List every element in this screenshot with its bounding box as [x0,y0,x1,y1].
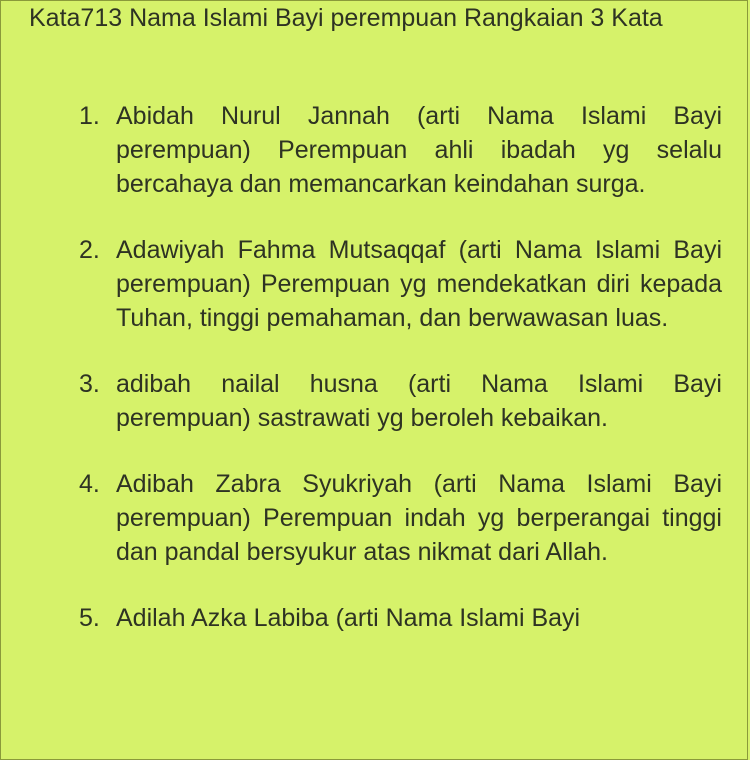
list-item-text: Adawiyah Fahma Mutsaqqaf (arti Nama Islami Bayi perempuan) Perempuan yg mendekatkan diri kepada Tuhan, tinggi pemahaman, dan berwawasan luas. [116,236,722,332]
list-item-text: adibah nailal husna (arti Nama Islami Bayi perempuan) sastrawati yg beroleh kebaikan. [116,370,722,432]
list-item-number: 1. [79,102,100,130]
list-item-number: 4. [79,470,100,498]
list-item-text: Adibah Zabra Syukriyah (arti Nama Islami Bayi perempuan) Perempuan indah yg berperangai tinggi dan pandal bersyukur atas nikmat dari Allah. [116,470,722,566]
list-item-number: 5. [79,604,100,632]
list-item [1,367,722,435]
list-item [1,99,722,201]
name-list [1,99,722,667]
page-heading: Kata713 Nama Islami Bayi perempuan Rangkaian 3 Kata [29,4,663,32]
list-item [1,601,722,635]
list-item-number: 2. [79,236,100,264]
list-item-number: 3. [79,370,100,398]
list-item-text: Adilah Azka Labiba (arti Nama Islami Bayi [116,604,581,632]
list-item [1,467,722,569]
list-item [1,233,722,335]
list-item-text: Abidah Nurul Jannah (arti Nama Islami Bayi perempuan) Perempuan ahli ibadah yg selalu bercahaya dan memancarkan keindahan surga. [116,102,722,198]
